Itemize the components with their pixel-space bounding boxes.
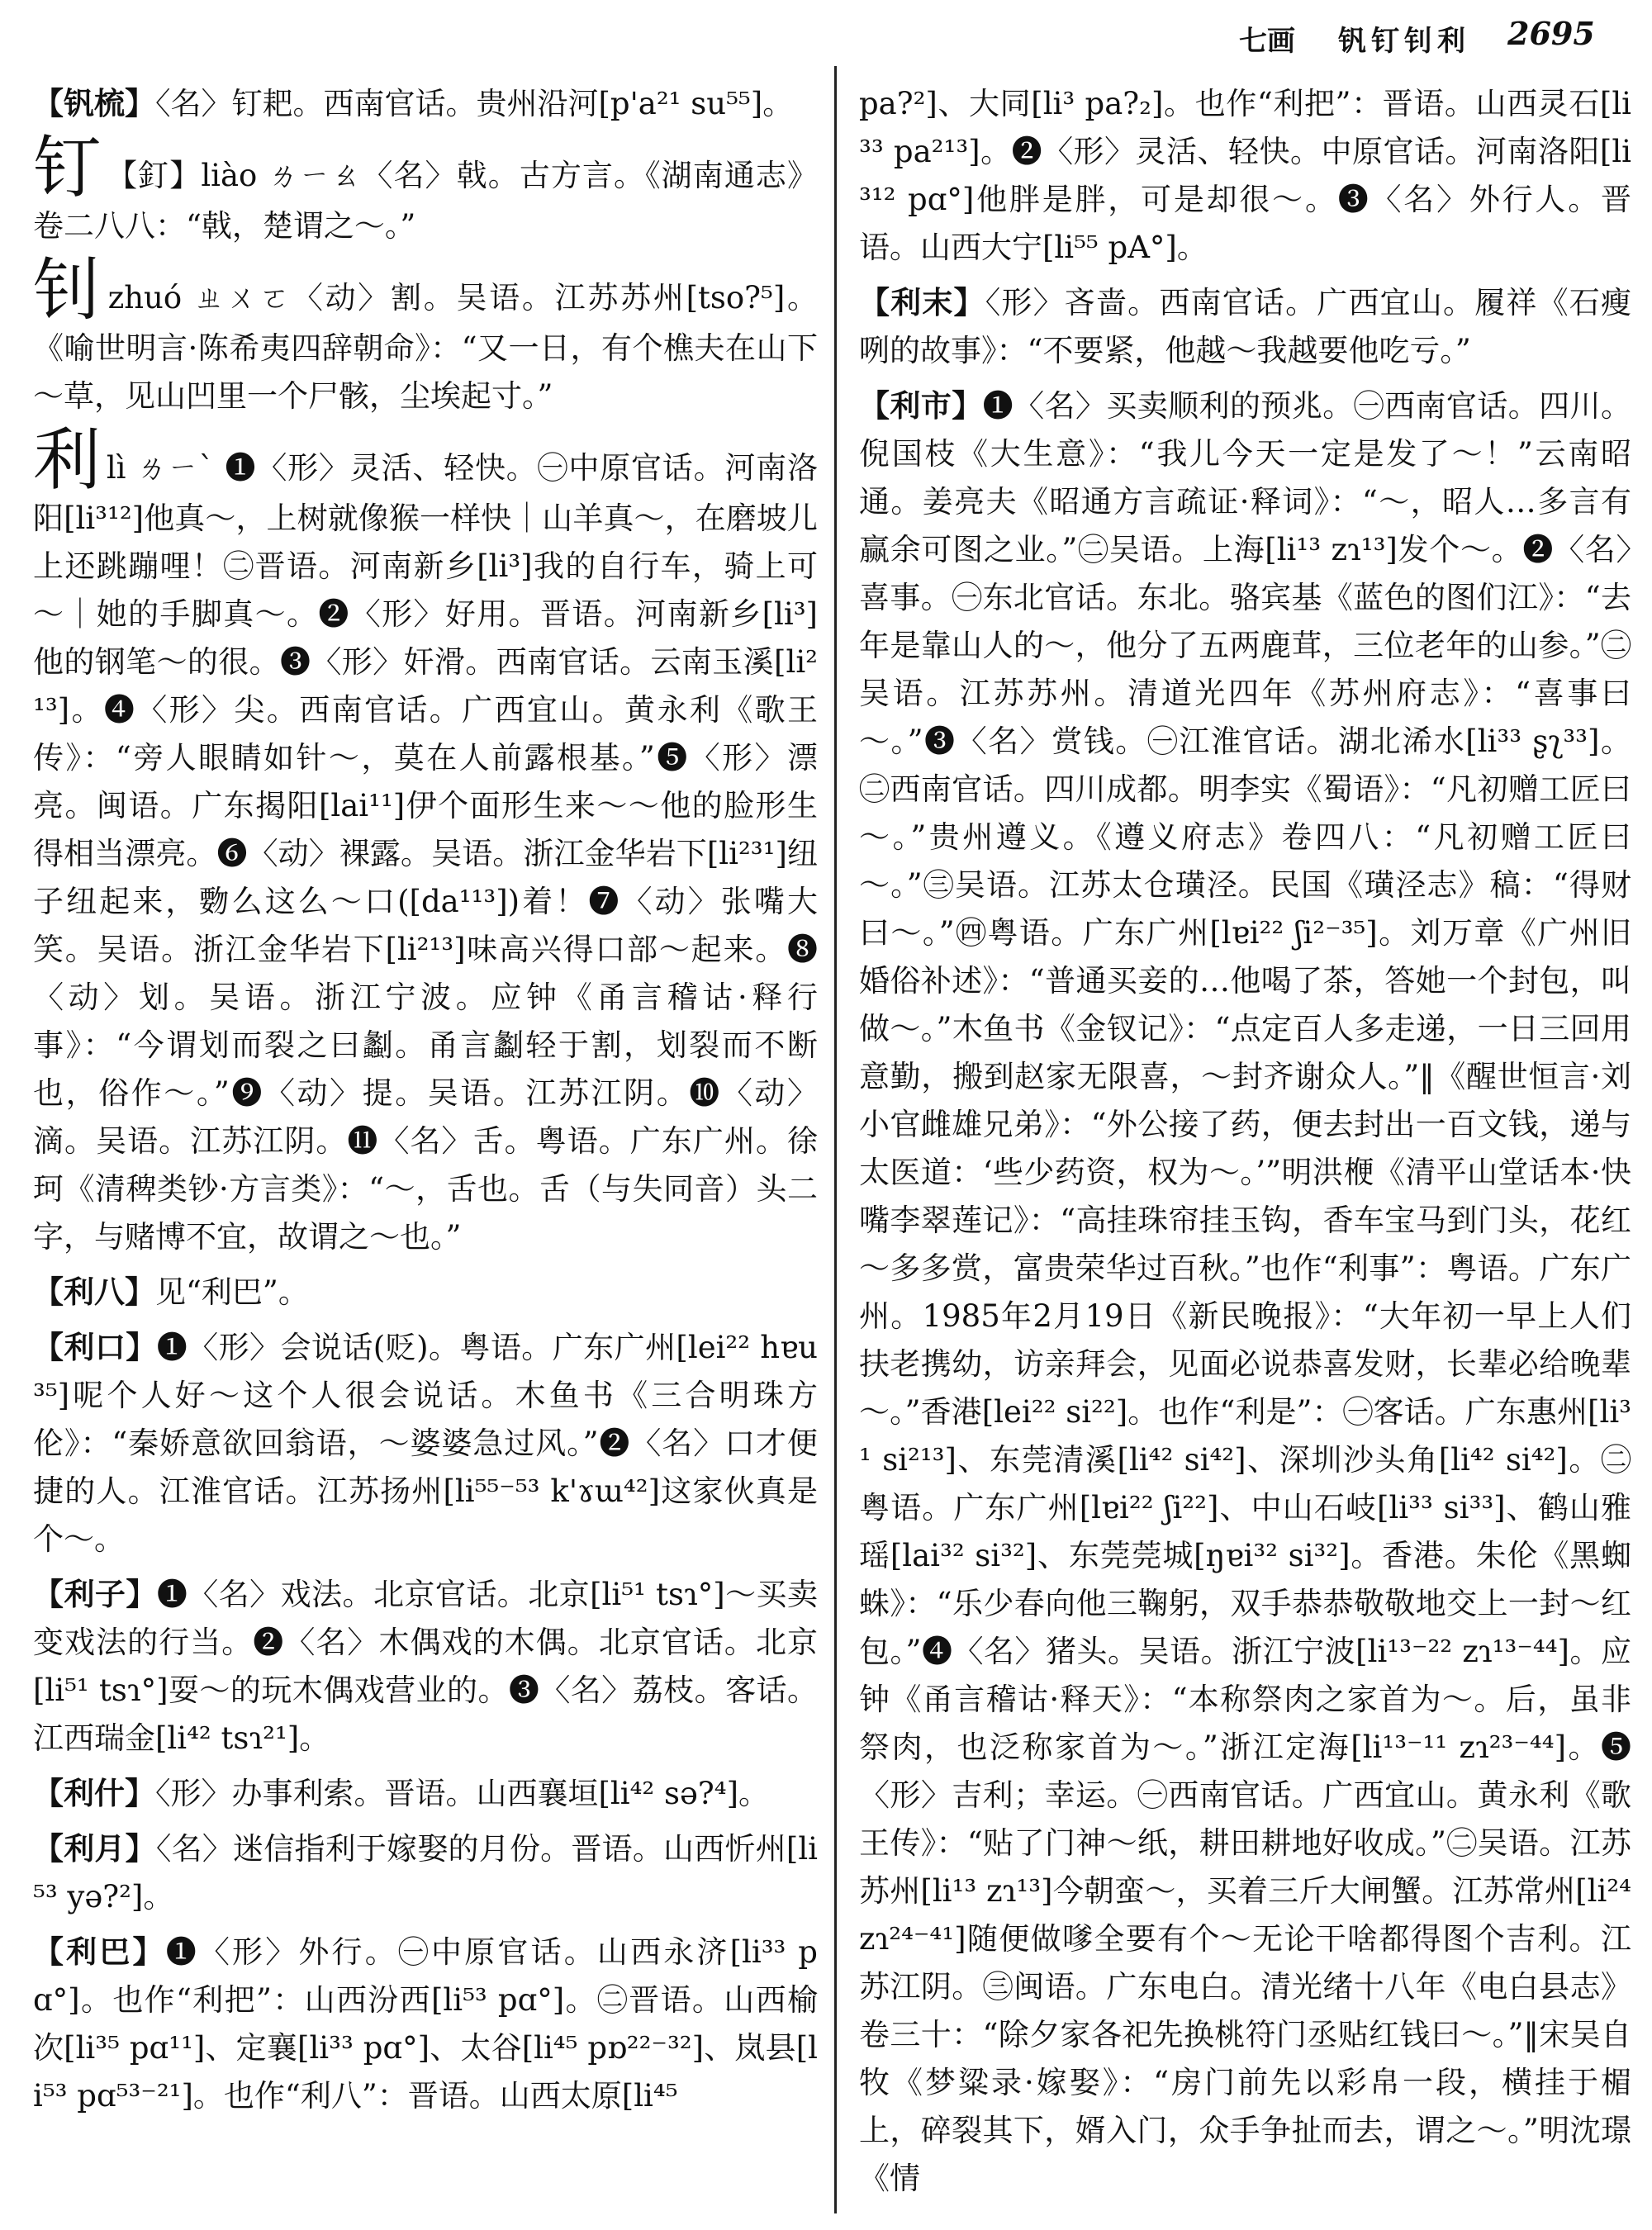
entry-definition: ❶〈名〉戏法。北京官话。北京[li⁵¹ tsɿ°]～买卖变戏法的行当。❷〈名〉木偶戏的木偶。北京官话。北京[li⁵¹ tsɿ°]耍～的玩木偶戏营业的。❸〈名〉荔枝。客话。江西瑞金[li⁴² tsɿ²¹]。 bbox=[33, 1577, 818, 1756]
entry-definition: lì ㄌㄧˋ ❶〈形〉灵活、轻快。㊀中原官话。河南洛阳[li³¹²]他真～，上树就像猴一样快｜山羊真～，在磨坡儿上还跳蹦哩！㊁晋语。河南新乡[li³]我的自行车，骑上可～｜她的手脚真～。❷〈形〉好用。晋语。河南新乡[li³]他的钢笔～的很。❸〈形〉奸滑。西南官话。云南玉溪[li²¹³]。❹〈形〉尖。西南官话。广西宜山。黄永利《歌王传》：“旁人眼睛如针～，莫在人前露根基。”❺〈形〉漂亮。闽语。广东揭阳[lai¹¹]伊个面形生来～～他的脸形生得相当漂亮。❻〈动〉裸露。吴语。浙江金华岩下[li²³¹]纽子纽起来，覅么这么～口([da¹¹³])着！❼〈动〉张嘴大笑。吴语。浙江金华岩下[li²¹³]味高兴得口部～起来。❽〈动〉划。吴语。浙江宁波。应钟《甬言稽诂·释行事》：“今谓划而裂之曰劙。甬言劙轻于割，划裂而不断也，俗作～。”❾〈动〉提。吴语。江苏江阴。❿〈动〉滴。吴语。江苏江阴。⓫〈名〉舌。粤语。广东广州。徐珂《清稗类钞·方言类》：“～，舌也。舌（与失同音）头二字，与赌博不宜，故谓之～也。” bbox=[33, 450, 818, 1255]
entry-definition: 〈名〉钉耙。西南官话。贵州沿河[p'a²¹ su⁵⁵]。 bbox=[155, 86, 794, 121]
section-label: 七画 bbox=[1239, 25, 1295, 58]
entry-headword: 【利什】 bbox=[33, 1775, 155, 1811]
entry-headword: 利 bbox=[33, 421, 102, 500]
entry-definition: 〈形〉办事利索。晋语。山西襄垣[li⁴² sə?⁴]。 bbox=[155, 1776, 770, 1811]
entry-definition: ❶〈名〉买卖顺利的预兆。㊀西南官话。四川。倪国枝《大生意》：“我儿今天一定是发了～！”云南昭通。姜亮夫《昭通方言疏证·释词》：“～，昭人…多言有赢余可图之业。”㊁吴语。上海[li¹³ zɿ¹³]发个～。❷〈名〉喜事。㊀东北官话。东北。骆宾基《蓝色的图们江》：“去年是靠山人的～，他分了五两鹿茸，三位老年的山参。”㊁吴语。江苏苏州。清道光四年《苏州府志》：“喜事曰～。”❸〈名〉赏钱。㊀江淮官话。湖北浠水[li³³ ʂʅ³³]。㊁西南官话。四川成都。明李实《蜀语》：“凡初赠工匠曰～。”贵州遵义。《遵义府志》卷四八：“凡初赠工匠曰～。”㊂吴语。江苏太仓璜泾。民国《璜泾志》稿：“得财曰～。”㊃粤语。广东广州[lɐi²² ʃi²⁻³⁵]。刘万章《广州旧婚俗补述》：“普通买妾的…他喝了茶，答她一个封包，叫做～。”木鱼书《金钗记》：“点定百人多走递，一日三回用意勤，搬到赵家无限喜，～封齐谢众人。”‖《醒世恒言·刘小官雌雄兄弟》：“外公接了药，便去封出一百文钱，递与太医道：‘些少药资，权为～。’”明洪楩《清平山堂话本·快嘴李翠莲记》：“高挂珠帘挂玉钩，香车宝马到门头，花红～多多赏，富贵荣华过百秋。”也作“利事”：粤语。广东广州。1985年2月19日《新民晚报》：“大年初一早上人们扶老携幼，访亲拜会，见面必说恭喜发财，长辈必给晚辈～。”香港[lei²² si²²]。也作“利是”：㊀客话。广东惠州[li³¹ si²¹³]、东莞清溪[li⁴² si⁴²]、深圳沙头角[li⁴² si⁴²]。㊁粤语。广东广州[lɐi²² ʃi²²]、中山石岐[li³³ si³³]、鹤山雅瑶[lai³² si³²]、东莞莞城[ŋɐi³² si³²]。香港。朱伦《黑蜘蛛》：“乐少春向他三鞠躬，双手恭恭敬敬地交上一封～红包。”❹〈名〉猪头。吴语。浙江宁波[li¹³⁻²² zɿ¹³⁻⁴⁴]。应钟《甬言稽诂·释天》：“本称祭肉之家首为～。后，虽非祭肉，也泛称家首为～。”浙江定海[li¹³⁻¹¹ zɿ²³⁻⁴⁴]。❺〈形〉吉利；幸运。㊀西南官话。广西宜山。黄永利《歌王传》：“贴了门神～纸，耕田耕地好收成。”㊁吴语。江苏苏州[li¹³ zɿ¹³]今朝蛮～，买着三斤大闸蟹。江苏常州[li²⁴ zɿ²⁴⁻⁴¹]随便做嗲全要有个～无论干啥都得图个吉利。江苏江阴。㊂闽语。广东电白。清光绪十八年《电白县志》卷三十：“除夕家各祀先换桃符门丞贴红钱曰～。”‖宋吴自牧《梦粱录·嫁娶》：“房门前先以彩帛一段，横挂于楣上，碎裂其下，婿入门，众手争扯而去，谓之～。”明沈璟《情 bbox=[859, 388, 1631, 2196]
dictionary-entry bbox=[33, 251, 818, 420]
dictionary-entry bbox=[33, 1570, 818, 1763]
dictionary-entry bbox=[33, 79, 818, 128]
entry-headword: 【利末】 bbox=[859, 284, 985, 320]
dictionary-entry bbox=[33, 1824, 818, 1921]
dictionary-entry bbox=[859, 382, 1631, 2203]
page-header bbox=[0, 15, 1652, 64]
entry-headword: 钊 bbox=[33, 251, 103, 330]
column-divider bbox=[834, 66, 837, 2213]
entry-headword: 【利八】 bbox=[33, 1274, 155, 1310]
entry-definition: ❶〈形〉外行。㊀中原官话。山西永济[li³³ pɑ°]。也作“利把”：山西汾西[li⁵³ pɑ°]。㊁晋语。山西榆次[li³⁵ pɑ¹¹]、定襄[li³³ pɑ°]、太谷[li⁴⁵ pɒ²²⁻³²]、岚县[li⁵³ pɑ⁵³⁻²¹]。也作“利八”：晋语。山西太原[li⁴⁵ bbox=[33, 1934, 818, 2114]
entry-definition: 〈形〉吝啬。西南官话。广西宜山。履祥《石瘦咧的故事》：“不要紧，他越～我越要他吃亏。” bbox=[859, 285, 1631, 368]
dictionary-entry bbox=[33, 1323, 818, 1563]
entry-definition: ❶〈形〉会说话(贬)。粤语。广东广州[lei²² hɐu³⁵]呢个人好～这个人很会说话。木鱼书《三合明珠方伦》：“秦娇意欲回翁语，～婆婆急过风。”❷〈名〉口才便捷的人。江淮官话。江苏扬州[li⁵⁵⁻⁵³ k'ɤɯ⁴²]这家伙真是个～。 bbox=[33, 1330, 818, 1557]
page-number: 2695 bbox=[1507, 15, 1595, 52]
entry-headword: 钉 bbox=[33, 129, 102, 207]
dictionary-entry bbox=[859, 79, 1631, 272]
dictionary-entry bbox=[33, 1928, 818, 2120]
dictionary-entry bbox=[33, 1268, 818, 1317]
dictionary-entry bbox=[33, 129, 818, 250]
entry-definition: zhuó ㄓㄨㄛ〈动〉割。吴语。江苏苏州[tso?⁵]。《喻世明言·陈希夷四辞朝命》：“又一日，有个樵夫在山下～草，见山凹里一个尸骸，尘埃起寸。” bbox=[33, 280, 818, 414]
entry-headword: 【钒梳】 bbox=[33, 85, 155, 121]
entry-definition: 见“利巴”。 bbox=[155, 1274, 309, 1310]
entry-headword: 【利市】 bbox=[859, 387, 983, 424]
entry-headword: 【利子】 bbox=[33, 1576, 157, 1612]
dictionary-entry bbox=[33, 421, 818, 1261]
entry-definition: pa?²]、大同[li³ pa?₂]。也作“利把”：晋语。山西灵石[li³³ pa²¹³]。❷〈形〉灵活、轻快。中原官话。河南洛阳[li³¹² pɑ°]他胖是胖，可是却很～。❸〈名〉外行人。晋语。山西大宁[li⁵⁵ pA°]。 bbox=[859, 86, 1631, 265]
dictionary-entry bbox=[859, 278, 1631, 375]
right-column bbox=[859, 79, 1631, 2218]
dictionary-entry bbox=[33, 1769, 818, 1818]
page-headwords: 钒钉钊利 bbox=[1338, 25, 1470, 58]
entry-headword: 【利月】 bbox=[33, 1830, 156, 1867]
entry-headword: 【利巴】 bbox=[33, 1933, 166, 1970]
entry-definition: 【釘】liào ㄌㄧㄠ〈名〉戟。古方言。《湖南通志》卷二八八：“戟，楚谓之～。” bbox=[33, 158, 818, 244]
entry-definition: 〈名〉迷信指利于嫁娶的月份。晋语。山西忻州[li⁵³ yə?²]。 bbox=[33, 1831, 818, 1914]
entry-headword: 【利口】 bbox=[33, 1329, 157, 1365]
left-column bbox=[33, 79, 818, 2218]
